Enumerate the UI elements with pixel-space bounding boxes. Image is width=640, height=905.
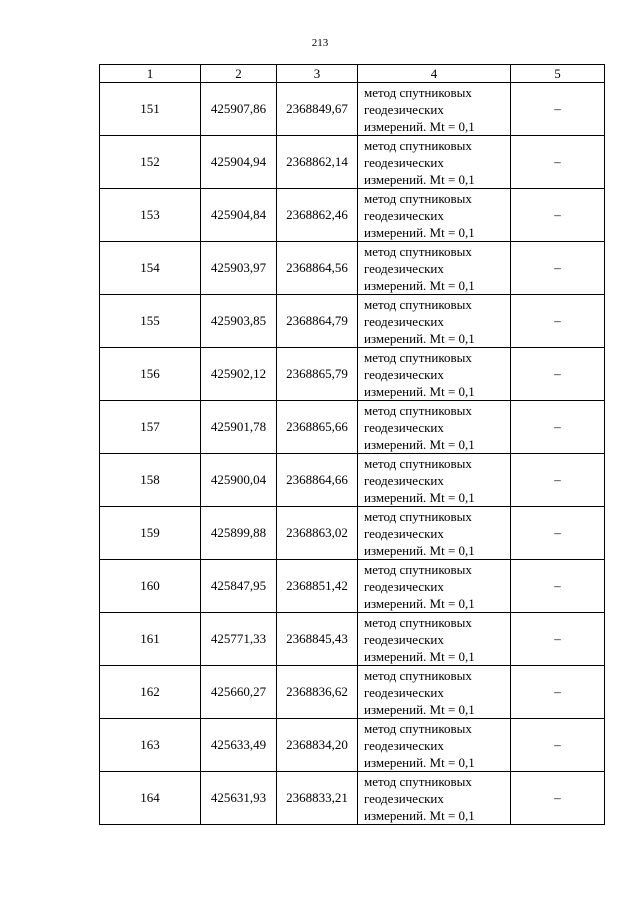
method-cell: метод спутниковых геодезических измерений. Mt = 0,1 [358,772,511,825]
x-coordinate-cell: 425633,49 [201,719,277,772]
x-coordinate-cell: 425904,84 [201,189,277,242]
method-cell: метод спутниковых геодезических измерений. Mt = 0,1 [358,666,511,719]
note-cell: – [511,189,605,242]
y-coordinate-cell: 2368849,67 [277,83,358,136]
method-cell: метод спутниковых геодезических измерений. Mt = 0,1 [358,348,511,401]
note-cell: – [511,454,605,507]
point-number-cell: 152 [100,136,201,189]
table-row [100,719,605,772]
point-number-cell: 158 [100,454,201,507]
point-number-cell: 154 [100,242,201,295]
note-cell: – [511,401,605,454]
x-coordinate-cell: 425904,94 [201,136,277,189]
method-cell: метод спутниковых геодезических измерений. Mt = 0,1 [358,613,511,666]
column-header: 4 [358,65,511,83]
point-number-cell: 157 [100,401,201,454]
method-cell: метод спутниковых геодезических измерений. Mt = 0,1 [358,454,511,507]
x-coordinate-cell: 425907,86 [201,83,277,136]
x-coordinate-cell: 425901,78 [201,401,277,454]
point-number-cell: 160 [100,560,201,613]
x-coordinate-cell: 425660,27 [201,666,277,719]
point-number-cell: 162 [100,666,201,719]
point-number-cell: 153 [100,189,201,242]
table-row [100,401,605,454]
x-coordinate-cell: 425903,85 [201,295,277,348]
table-row [100,613,605,666]
x-coordinate-cell: 425771,33 [201,613,277,666]
note-cell: – [511,719,605,772]
note-cell: – [511,295,605,348]
note-cell: – [511,242,605,295]
y-coordinate-cell: 2368865,66 [277,401,358,454]
method-cell: метод спутниковых геодезических измерений. Mt = 0,1 [358,719,511,772]
table-row [100,83,605,136]
note-cell: – [511,772,605,825]
point-number-cell: 159 [100,507,201,560]
note-cell: – [511,136,605,189]
x-coordinate-cell: 425903,97 [201,242,277,295]
method-cell: метод спутниковых геодезических измерений. Mt = 0,1 [358,189,511,242]
x-coordinate-cell: 425900,04 [201,454,277,507]
point-number-cell: 164 [100,772,201,825]
method-cell: метод спутниковых геодезических измерений. Mt = 0,1 [358,401,511,454]
table-row [100,348,605,401]
table-row [100,454,605,507]
page-number: 213 [311,37,329,49]
table-row [100,242,605,295]
x-coordinate-cell: 425899,88 [201,507,277,560]
method-cell: метод спутниковых геодезических измерений. Mt = 0,1 [358,242,511,295]
point-number-cell: 163 [100,719,201,772]
point-number-cell: 155 [100,295,201,348]
column-header: 3 [277,65,358,83]
y-coordinate-cell: 2368862,46 [277,189,358,242]
x-coordinate-cell: 425847,95 [201,560,277,613]
y-coordinate-cell: 2368862,14 [277,136,358,189]
y-coordinate-cell: 2368864,79 [277,295,358,348]
method-cell: метод спутниковых геодезических измерений. Mt = 0,1 [358,560,511,613]
note-cell: – [511,666,605,719]
y-coordinate-cell: 2368865,79 [277,348,358,401]
y-coordinate-cell: 2368851,42 [277,560,358,613]
table-header-row [100,65,605,83]
note-cell: – [511,348,605,401]
point-number-cell: 161 [100,613,201,666]
method-cell: метод спутниковых геодезических измерений. Mt = 0,1 [358,136,511,189]
y-coordinate-cell: 2368863,02 [277,507,358,560]
column-header: 5 [511,65,605,83]
note-cell: – [511,560,605,613]
table-row [100,136,605,189]
x-coordinate-cell: 425631,93 [201,772,277,825]
column-header: 2 [201,65,277,83]
table-row [100,507,605,560]
x-coordinate-cell: 425902,12 [201,348,277,401]
note-cell: – [511,507,605,560]
table-row [100,189,605,242]
table-row [100,560,605,613]
y-coordinate-cell: 2368864,66 [277,454,358,507]
y-coordinate-cell: 2368834,20 [277,719,358,772]
table-row [100,666,605,719]
method-cell: метод спутниковых геодезических измерений. Mt = 0,1 [358,295,511,348]
table-row [100,295,605,348]
y-coordinate-cell: 2368845,43 [277,613,358,666]
coordinates-table [99,64,605,825]
y-coordinate-cell: 2368864,56 [277,242,358,295]
method-cell: метод спутниковых геодезических измерений. Mt = 0,1 [358,83,511,136]
y-coordinate-cell: 2368836,62 [277,666,358,719]
method-cell: метод спутниковых геодезических измерений. Mt = 0,1 [358,507,511,560]
note-cell: – [511,613,605,666]
column-header: 1 [100,65,201,83]
table-row [100,772,605,825]
point-number-cell: 151 [100,83,201,136]
point-number-cell: 156 [100,348,201,401]
note-cell: – [511,83,605,136]
y-coordinate-cell: 2368833,21 [277,772,358,825]
